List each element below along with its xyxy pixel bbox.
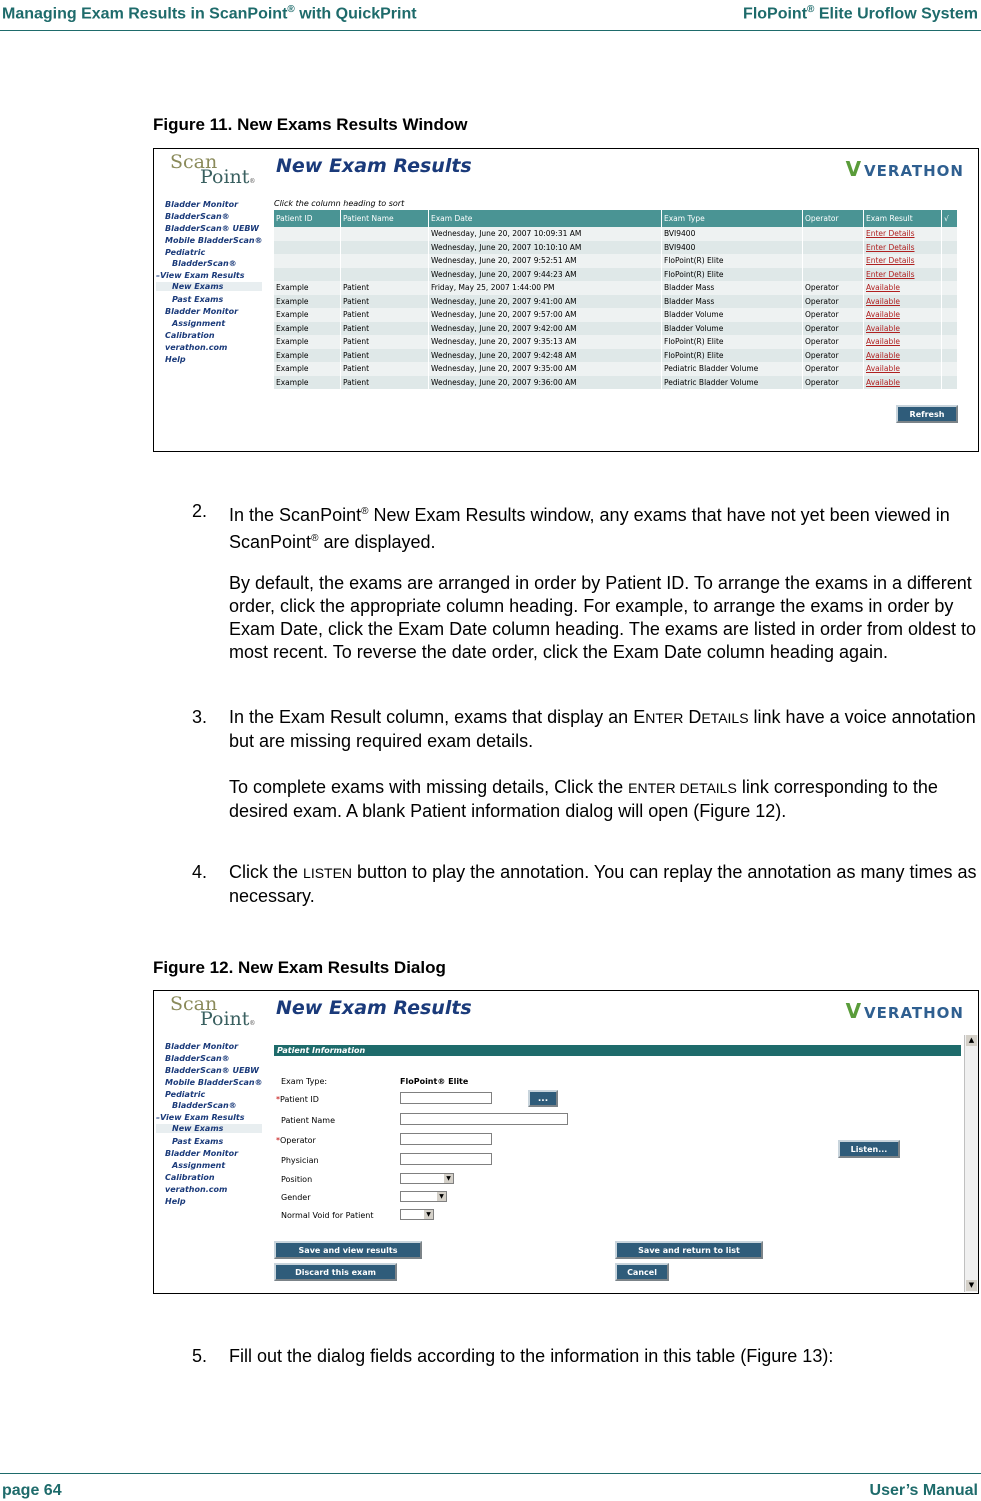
- table-row[interactable]: [274, 254, 958, 268]
- sidebar-item[interactable]: Past Exams: [172, 295, 224, 304]
- exam-results-table: [274, 210, 958, 389]
- cell-operator: Operator: [803, 281, 864, 295]
- scrollbar[interactable]: [964, 1035, 978, 1292]
- page-footer: [0, 1473, 981, 1499]
- sidebar-item[interactable]: Assignment: [172, 319, 226, 328]
- cell-patient-id: [274, 268, 341, 282]
- sidebar-item[interactable]: BladderScan® UEBW: [165, 1066, 259, 1075]
- sidebar-item[interactable]: BladderScan®: [172, 259, 237, 268]
- sidebar: [154, 1035, 265, 1293]
- cell-operator: Operator: [803, 335, 864, 349]
- window-title: New Exam Results: [276, 155, 472, 177]
- cell-check[interactable]: [942, 268, 958, 282]
- scroll-down-icon[interactable]: ▼: [966, 1280, 977, 1291]
- cell-exam-date: Wednesday, June 20, 2007 9:42:00 AM: [429, 322, 662, 336]
- sidebar-item[interactable]: Bladder Monitor: [165, 1042, 239, 1051]
- table-row[interactable]: [274, 268, 958, 282]
- cell-exam-type: FloPoint(R) Elite: [662, 349, 803, 363]
- gender-label: Gender: [281, 1193, 311, 1202]
- patient-name-input[interactable]: [400, 1113, 568, 1125]
- scanpoint-logo: Scan Point®: [170, 151, 256, 188]
- cell-patient-id: Example: [274, 376, 341, 390]
- cell-patient-name: Patient: [341, 281, 429, 295]
- new-exam-results-window: [153, 148, 979, 452]
- patient-information-header: Patient Information: [274, 1045, 961, 1056]
- cell-check[interactable]: [942, 335, 958, 349]
- cell-exam-result: [864, 349, 942, 363]
- cell-patient-name: Patient: [341, 362, 429, 376]
- cell-operator: [803, 254, 864, 268]
- cell-exam-date: Friday, May 25, 2007 1:44:00 PM: [429, 281, 662, 295]
- sidebar-item[interactable]: verathon.com: [165, 1185, 228, 1194]
- operator-label: *Operator: [276, 1136, 316, 1145]
- cell-exam-date: Wednesday, June 20, 2007 9:35:00 AM: [429, 362, 662, 376]
- page-number: page 64: [2, 1482, 62, 1499]
- operator-input[interactable]: [400, 1133, 492, 1145]
- column-header-patient-id[interactable]: Patient ID: [274, 210, 341, 227]
- cell-patient-id: [274, 227, 341, 241]
- save-and-view-results-button[interactable]: Save and view results: [274, 1241, 422, 1259]
- gender-select[interactable]: [400, 1191, 447, 1202]
- cell-operator: Operator: [803, 308, 864, 322]
- sidebar-item[interactable]: –View Exam Results: [156, 1113, 245, 1122]
- cell-check[interactable]: [942, 349, 958, 363]
- sidebar-item[interactable]: Bladder Monitor: [165, 1149, 239, 1158]
- cancel-button[interactable]: Cancel: [615, 1263, 669, 1281]
- table-row[interactable]: [274, 281, 958, 295]
- column-header-exam-date[interactable]: Exam Date: [429, 210, 662, 227]
- exam-result-link[interactable]: Enter Details: [866, 256, 915, 266]
- cell-exam-type: FloPoint(R) Elite: [662, 335, 803, 349]
- patient-id-label: *Patient ID: [276, 1095, 319, 1104]
- cell-patient-name: [341, 227, 429, 241]
- exam-result-link[interactable]: Available: [866, 296, 900, 306]
- cell-check[interactable]: [942, 281, 958, 295]
- sidebar-item[interactable]: Help: [165, 1197, 186, 1206]
- cell-patient-name: [341, 254, 429, 268]
- chevron-down-icon: ▼: [444, 1174, 453, 1183]
- manual-title: User’s Manual: [869, 1482, 978, 1499]
- cell-operator: Operator: [803, 322, 864, 336]
- sidebar-item[interactable]: BladderScan® UEBW: [165, 224, 259, 233]
- cell-exam-date: Wednesday, June 20, 2007 9:35:13 AM: [429, 335, 662, 349]
- position-label: Position: [281, 1175, 313, 1184]
- cell-exam-result: [864, 241, 942, 255]
- exam-type-label: Exam Type:: [281, 1077, 328, 1086]
- exam-result-link[interactable]: Available: [866, 337, 900, 347]
- exam-result-link[interactable]: Available: [866, 283, 900, 293]
- cell-exam-result: [864, 268, 942, 282]
- sidebar-item[interactable]: Calibration: [165, 331, 215, 340]
- physician-input[interactable]: [400, 1153, 492, 1165]
- cell-exam-result: [864, 227, 942, 241]
- sidebar-item[interactable]: Help: [165, 355, 186, 364]
- header-left: Managing Exam Results in ScanPoint® with QuickPrint: [2, 4, 417, 23]
- page-header: [0, 4, 981, 31]
- cell-exam-type: Pediatric Bladder Volume: [662, 362, 803, 376]
- cell-patient-id: Example: [274, 281, 341, 295]
- cell-exam-result: [864, 362, 942, 376]
- cell-exam-date: Wednesday, June 20, 2007 9:36:00 AM: [429, 376, 662, 390]
- sidebar-item[interactable]: Pediatric: [165, 248, 206, 257]
- exam-result-link[interactable]: Available: [866, 350, 900, 360]
- cell-exam-date: Wednesday, June 20, 2007 9:57:00 AM: [429, 308, 662, 322]
- position-select[interactable]: [400, 1173, 454, 1184]
- cell-patient-name: Patient: [341, 308, 429, 322]
- cell-patient-name: Patient: [341, 295, 429, 309]
- table-row[interactable]: [274, 308, 958, 322]
- cell-exam-result: [864, 254, 942, 268]
- cell-exam-date: Wednesday, June 20, 2007 10:10:10 AM: [429, 241, 662, 255]
- cell-exam-result: [864, 295, 942, 309]
- cell-exam-date: Wednesday, June 20, 2007 9:52:51 AM: [429, 254, 662, 268]
- sidebar-item[interactable]: Bladder Monitor: [165, 200, 239, 209]
- cell-check[interactable]: [942, 376, 958, 390]
- cell-exam-date: Wednesday, June 20, 2007 9:41:00 AM: [429, 295, 662, 309]
- cell-exam-date: Wednesday, June 20, 2007 10:09:31 AM: [429, 227, 662, 241]
- sidebar-item-new-exams[interactable]: New Exams: [156, 1124, 262, 1133]
- exam-result-link[interactable]: Enter Details: [866, 242, 915, 252]
- patient-id-input[interactable]: [400, 1092, 492, 1104]
- sidebar-item[interactable]: Assignment: [172, 1161, 226, 1170]
- column-header-patient-name[interactable]: Patient Name: [341, 210, 429, 227]
- listen-button[interactable]: Listen...: [838, 1140, 900, 1158]
- cell-check[interactable]: [942, 362, 958, 376]
- cell-exam-type: FloPoint(R) Elite: [662, 268, 803, 282]
- cell-exam-result: [864, 322, 942, 336]
- cell-exam-type: Bladder Volume: [662, 322, 803, 336]
- table-row[interactable]: [274, 322, 958, 336]
- chevron-down-icon: ▼: [437, 1192, 446, 1201]
- sidebar-item[interactable]: BladderScan®: [165, 212, 230, 221]
- table-row[interactable]: [274, 295, 958, 309]
- cell-exam-type: Pediatric Bladder Volume: [662, 376, 803, 390]
- header-right: FloPoint® Elite Uroflow System: [743, 4, 978, 23]
- cell-patient-id: Example: [274, 308, 341, 322]
- cell-patient-name: Patient: [341, 335, 429, 349]
- cell-check[interactable]: [942, 295, 958, 309]
- verathon-mark-icon: V: [845, 157, 863, 181]
- cell-patient-id: Example: [274, 362, 341, 376]
- figure-11-caption: Figure 11. New Exams Results Window: [153, 115, 468, 134]
- cell-check[interactable]: [942, 241, 958, 255]
- cell-patient-name: Patient: [341, 322, 429, 336]
- sidebar-item[interactable]: Past Exams: [172, 1137, 224, 1146]
- sidebar-item[interactable]: Pediatric: [165, 1090, 206, 1099]
- cell-check[interactable]: [942, 254, 958, 268]
- cell-patient-id: [274, 241, 341, 255]
- normal-void-select[interactable]: [400, 1209, 434, 1220]
- cell-patient-id: Example: [274, 295, 341, 309]
- window-title: New Exam Results: [276, 997, 472, 1019]
- browse-button[interactable]: ...: [528, 1090, 558, 1107]
- cell-exam-date: Wednesday, June 20, 2007 9:44:23 AM: [429, 268, 662, 282]
- table-row[interactable]: [274, 241, 958, 255]
- cell-check[interactable]: [942, 227, 958, 241]
- cell-exam-result: [864, 308, 942, 322]
- sidebar-item[interactable]: Calibration: [165, 1173, 215, 1182]
- normal-void-label: Normal Void for Patient: [281, 1211, 374, 1220]
- chevron-down-icon: ▼: [424, 1210, 433, 1219]
- sidebar-item[interactable]: BladderScan®: [165, 1054, 230, 1063]
- cell-exam-result: [864, 281, 942, 295]
- verathon-mark-icon: V: [845, 999, 863, 1023]
- physician-label: Physician: [281, 1156, 319, 1165]
- cell-check[interactable]: [942, 308, 958, 322]
- cell-patient-id: [274, 254, 341, 268]
- cell-patient-name: Patient: [341, 376, 429, 390]
- table-row[interactable]: [274, 227, 958, 241]
- cell-operator: [803, 268, 864, 282]
- cell-operator: Operator: [803, 295, 864, 309]
- exam-result-link[interactable]: Enter Details: [866, 229, 915, 239]
- cell-patient-id: Example: [274, 335, 341, 349]
- column-header-exam-type[interactable]: Exam Type: [662, 210, 803, 227]
- cell-operator: [803, 241, 864, 255]
- cell-exam-type: Bladder Mass: [662, 295, 803, 309]
- sidebar-item-new-exams[interactable]: New Exams: [156, 282, 262, 291]
- exam-result-link[interactable]: Available: [866, 377, 900, 387]
- cell-patient-name: [341, 268, 429, 282]
- cell-exam-type: BVI9400: [662, 227, 803, 241]
- sidebar-item[interactable]: verathon.com: [165, 343, 228, 352]
- new-exam-results-dialog: [153, 990, 979, 1294]
- cell-exam-type: FloPoint(R) Elite: [662, 254, 803, 268]
- cell-exam-type: BVI9400: [662, 241, 803, 255]
- refresh-button[interactable]: Refresh: [896, 405, 958, 423]
- cell-operator: Operator: [803, 362, 864, 376]
- cell-exam-date: Wednesday, June 20, 2007 9:42:48 AM: [429, 349, 662, 363]
- table-row[interactable]: [274, 376, 958, 390]
- column-header-exam-result[interactable]: Exam Result: [864, 210, 942, 227]
- scanpoint-logo: Scan Point®: [170, 993, 256, 1030]
- exam-result-link[interactable]: Available: [866, 364, 900, 374]
- cell-exam-type: Bladder Volume: [662, 308, 803, 322]
- column-header-check[interactable]: √: [942, 210, 958, 227]
- verathon-logo: V VERATHON: [845, 999, 964, 1023]
- sidebar: [154, 193, 265, 451]
- cell-patient-name: [341, 241, 429, 255]
- table-row[interactable]: [274, 335, 958, 349]
- cell-operator: [803, 227, 864, 241]
- exam-result-link[interactable]: Available: [866, 323, 900, 333]
- exam-result-link[interactable]: Available: [866, 310, 900, 320]
- sidebar-item[interactable]: –View Exam Results: [156, 271, 245, 280]
- verathon-logo: V VERATHON: [845, 157, 964, 181]
- sidebar-item[interactable]: BladderScan®: [172, 1101, 237, 1110]
- exam-result-link[interactable]: Enter Details: [866, 269, 915, 279]
- scroll-up-icon[interactable]: ▲: [966, 1035, 977, 1046]
- table-row[interactable]: [274, 362, 958, 376]
- save-and-return-button[interactable]: Save and return to list: [615, 1241, 763, 1259]
- cell-patient-name: Patient: [341, 349, 429, 363]
- sidebar-item[interactable]: Mobile BladderScan®: [165, 236, 263, 245]
- cell-check[interactable]: [942, 322, 958, 336]
- column-header-operator[interactable]: Operator: [803, 210, 864, 227]
- cell-exam-type: Bladder Mass: [662, 281, 803, 295]
- figure-12-caption: Figure 12. New Exam Results Dialog: [153, 958, 446, 977]
- exam-type-value: FloPoint® Elite: [400, 1077, 469, 1086]
- table-row[interactable]: [274, 349, 958, 363]
- sort-hint: Click the column heading to sort: [274, 199, 405, 208]
- sidebar-item[interactable]: Mobile BladderScan®: [165, 1078, 263, 1087]
- patient-name-label: Patient Name: [281, 1116, 335, 1125]
- cell-patient-id: Example: [274, 322, 341, 336]
- cell-exam-result: [864, 335, 942, 349]
- cell-exam-result: [864, 376, 942, 390]
- sidebar-item[interactable]: Bladder Monitor: [165, 307, 239, 316]
- cell-operator: Operator: [803, 376, 864, 390]
- cell-patient-id: Example: [274, 349, 341, 363]
- cell-operator: Operator: [803, 349, 864, 363]
- discard-exam-button[interactable]: Discard this exam: [274, 1263, 397, 1281]
